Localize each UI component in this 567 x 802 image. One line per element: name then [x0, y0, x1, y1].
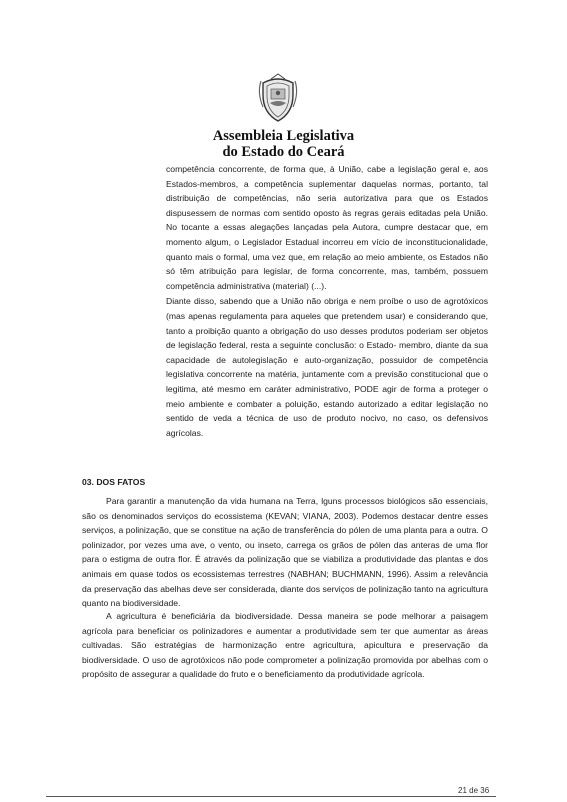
- quote-paragraph: competência concorrente, de forma que, à União, cabe a legislação geral e, aos Estados-membros, a competência suplementar daquelas normas, portanto, tal distribuição de competências, não seria autorizativa para que os Estados dispusessem de normas com sentido oposto às regras gerais editadas pela União. No tocante a essas alegações lançadas pela Autora, cumpre destacar que, em momento algum, o Legislador Estadual incorreu em vício de inconstitucionalidade, quanto mais o formal, uma vez que, em relação ao meio ambiente, os Estados não só têm atribuição para legislar, de forma concorrente, mas, também, possuem competência administrativa (material) (...).: [166, 164, 488, 291]
- footer-divider: [46, 796, 496, 797]
- body-paragraph: [82, 494, 488, 611]
- page-number: 21 de 36: [458, 786, 490, 795]
- body-paragraph: [82, 609, 488, 682]
- quote-paragraph: Diante disso, sabendo que a União não obriga e nem proíbe o uso de agrotóxicos (mas apenas regulamenta para aqueles que pretendem usar) e considerando que, tanto a proibição quanto a obrigação do uso desses produtos poderiam ser objetos de legislação federal, resta a seguinte conclusão: o Estado- membro, diante da sua capacidade de autolegislação e auto-organização, possuidor de competência legislativa concorrente na matéria, juntamente com a previsão constitucional que o legitima, até mesmo em caráter administrativo, PODE agir de forma a proteger o meio ambiente e combater a poluição, estando autorizado a editar legislação no sentido de veda a técnica de uso de produto nocivo, no caso, os defensivos agrícolas.: [166, 296, 488, 438]
- section-heading: 03. DOS FATOS: [82, 477, 146, 487]
- quoted-block: [166, 162, 488, 441]
- organization-name-line2: do Estado do Ceará: [222, 144, 345, 160]
- coat-of-arms-icon: [255, 73, 301, 125]
- organization-name-line1: Assembleia Legislativa: [212, 128, 355, 144]
- paragraph-text: A agricultura é beneficiária da biodiversidade. Dessa maneira se pode melhorar a paisagem agrícola para beneficiar os polinizadores e aumentar a produtividade sem ter que aumentar as áreas cultivadas. São estratégias de harmonização entre agricultura, apicultura e preservação da biodiversidade. O uso de agrotóxicos não pode comprometer a polinização promovida por abelhas com o propósito de assegurar a qualidade do fruto e o beneficiamento da produtividade agrícola.: [82, 611, 488, 680]
- paragraph-text: Para garantir a manutenção da vida humana na Terra, lguns processos biológicos são essenciais, são os denominados serviços do ecossistema (KEVAN; VIANA, 2003). Podemos destacar dentre esses serviços, a polinização, que se constitue na ação de transferência do pólen de uma planta para a outra. O polinizador, por vezes uma ave, o vento, ou inseto, carrega os grãos de pólen das anteras de uma flor para o estigma de outra flor. É através da polinização que se viabiliza a produtividade das plantas e dos animais em quase todos os ecossistemas terrestres (NABHAN; BUCHMANN, 1996). Assim a relevância da preservação das abelhas deve ser considerada, diante dos serviços de polinização tanto na agricultura quanto na biodiversidade.: [82, 496, 488, 609]
